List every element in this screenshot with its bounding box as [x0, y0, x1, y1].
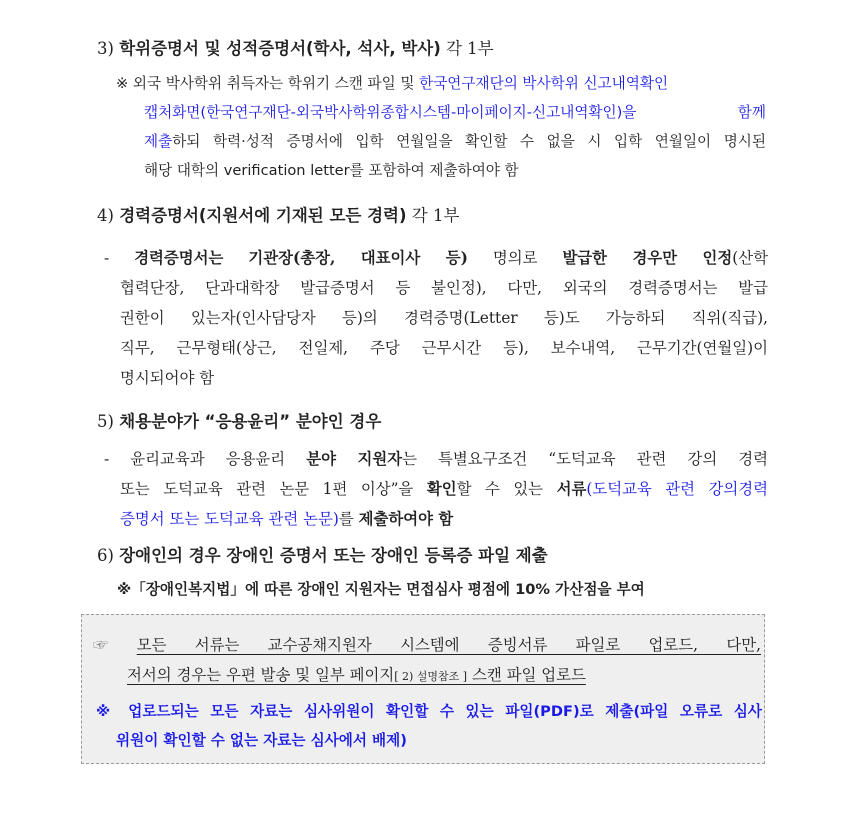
section-number: 5): [97, 412, 114, 431]
section-4-body: - 경력증명서는 기관장(총장, 대표이사 등) 명의로 발급한 경우만 인정(산학 협력단장, 단과대학장 발급증명서 등 불인정), 다만, 외국의 경력증명서는 발급 권한이 있는자(인사담당자 등)의 경력증명(Letter 등)도 가능하되 직위(직급), 직무, 근무형태(상근, 전일제, 주당 근무시간 등), 보수내역, 근무기간(연월일)이 명시되어야 함: [104, 249, 768, 387]
pointing-hand-icon: ☞: [93, 636, 109, 654]
reference-note: [ 2) 설명참조 ]: [394, 670, 468, 683]
note-mark: ※: [116, 75, 129, 92]
section-3-note: ※ 외국 박사학위 취득자는 학위기 스캔 파일 및 한국연구재단의 박사학위 신고내역확인 캡처화면(한국연구재단-외국박사학위종합시스템-마이페이지-신고내역확인)을 함께 제출하되 학력·성적 증명서에 입학 연월일을 확인할 수 없을 시 입학 연월일이 명시된 해당 대학의 verification letter를 포함하여 제출하여야 함: [116, 75, 766, 179]
section-5-heading: [97, 409, 381, 435]
section-title: 경력증명서(지원서에 기재된 모든 경력): [119, 206, 407, 225]
bullet: -: [104, 450, 110, 468]
section-4-heading: [97, 203, 459, 229]
section-number: 6): [97, 546, 114, 565]
notice-box: ☞ 모든 서류는 교수공채지원자 시스템에 증빙서류 파일로 업로드, 다만, 저서의 경우는 우편 발송 및 일부 페이지[ 2) 설명참조 ] 스캔 파일 업로드 ※ 업로드되는 모든 자료는 심사위원이 확인할 수 있는 파일(PDF)로 제출(파일 오류로 심사 위원이 확인할 수 없는 자료는 심사에서 배제): [81, 614, 765, 764]
upload-warning: ※ 업로드되는 모든 자료는 심사위원이 확인할 수 있는 파일(PDF)로 제출(파일 오류로 심사 위원이 확인할 수 없는 자료는 심사에서 배제): [96, 703, 762, 749]
section-suffix: 각 1부: [446, 39, 494, 58]
section-title: 장애인의 경우 장애인 증명서 또는 장애인 등록증 파일 제출: [119, 546, 548, 565]
highlight-text: 한국연구재단의 박사학위 신고내역확인: [419, 75, 669, 92]
section-number: 4): [97, 206, 114, 225]
section-6-heading: [97, 543, 548, 569]
bullet: -: [104, 249, 110, 267]
section-suffix: 각 1부: [411, 206, 460, 225]
section-number: 3): [97, 39, 114, 58]
section-title: 채용분야가 “응용윤리” 분야인 경우: [119, 412, 382, 431]
section-title: 학위증명서 및 성적증명서(학사, 석사, 박사): [119, 39, 441, 58]
section-5-body: - 윤리교육과 응용윤리 분야 지원자는 특별요구조건 “도덕교육 관련 강의 경력 또는 도덕교육 관련 논문 1편 이상”을 확인할 수 있는 서류(도덕교육 관련 강의경력 증명서 또는 도덕교육 관련 논문)를 제출하여야 함: [104, 450, 769, 528]
section-6-note: ※「장애인복지법」에 따른 장애인 지원자는 면접심사 평점에 10% 가산점을 부여: [117, 581, 645, 598]
section-3-heading: [97, 36, 494, 62]
